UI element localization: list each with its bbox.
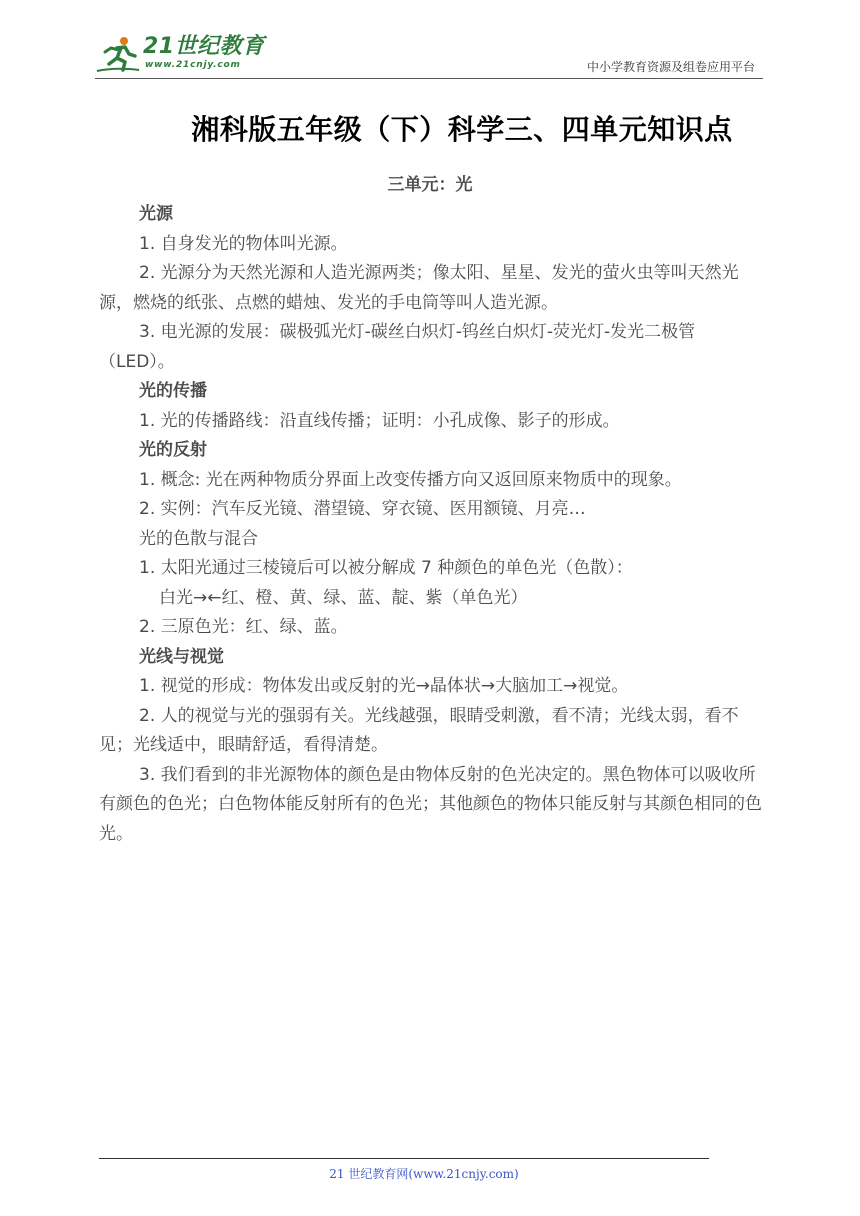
runner-logo-icon	[95, 34, 143, 74]
logo	[95, 34, 265, 74]
paragraph: 2. 实例：汽车反光镜、潜望镜、穿衣镜、医用额镜、月亮…	[139, 499, 586, 519]
paragraph: 1. 概念: 光在两种物质分界面上改变传播方向又返回原来物质中的现象。	[139, 469, 682, 490]
footer-text: 21 世纪教育网(www.21cnjy.com)	[329, 1167, 519, 1181]
paragraph: 光线与视觉	[139, 646, 224, 667]
paragraph: 3. 电光源的发展：碳极弧光灯-碳丝白炽灯-钨丝白炽灯-荧光灯-发光二极管（LED）。	[99, 322, 696, 372]
paragraph: 白光→←红、橙、黄、绿、蓝、靛、紫（单色光）	[159, 587, 528, 608]
logo-url-text: www.21cnjy.com	[145, 60, 241, 70]
paragraph: 1. 光的传播路线：沿直线传播；证明：小孔成像、影子的形成。	[139, 410, 620, 431]
paragraph: 1. 太阳光通过三棱镜后可以被分解成 7 种颜色的单色光（色散）：	[139, 558, 633, 578]
unit-title: 三单元：光	[387, 175, 473, 195]
page-title: 湘科版五年级（下）科学三、四单元知识点	[191, 113, 733, 146]
paragraph: 3. 我们看到的非光源物体的颜色是由物体反射的色光决定的。黑色物体可以吸收所有颜色的色光；白色物体能反射所有的色光；其他颜色的物体只能反射与其颜色相同的色光。	[99, 764, 762, 844]
logo-main-text: 21世纪教育	[143, 34, 265, 59]
platform-text: 中小学教育资源及组卷应用平台	[586, 60, 755, 74]
paragraph: 光的色散与混合	[139, 528, 258, 549]
paragraph: 1. 自身发光的物体叫光源。	[139, 233, 348, 254]
paragraph: 光的传播	[139, 381, 207, 401]
paragraph: 2. 人的视觉与光的强弱有关。光线越强，眼睛受刺激，看不清；光线太弱，看不见；光线适中，眼睛舒适，看得清楚。	[99, 705, 739, 755]
paragraph: 2. 光源分为天然光源和人造光源两类；像太阳、星星、发光的萤火虫等叫天然光源，燃烧的纸张、点燃的蜡烛、发光的手电筒等叫人造光源。	[99, 263, 739, 313]
paragraph: 光的反射	[139, 440, 207, 460]
footer-divider	[99, 1158, 709, 1159]
document-body	[99, 200, 767, 849]
paragraph: 2. 三原色光：红、绿、蓝。	[139, 617, 348, 637]
page-header	[95, 30, 763, 79]
paragraph: 1. 视觉的形成：物体发出或反射的光→晶体状→大脑加工→视觉。	[139, 676, 629, 696]
paragraph: 光源	[139, 204, 173, 224]
